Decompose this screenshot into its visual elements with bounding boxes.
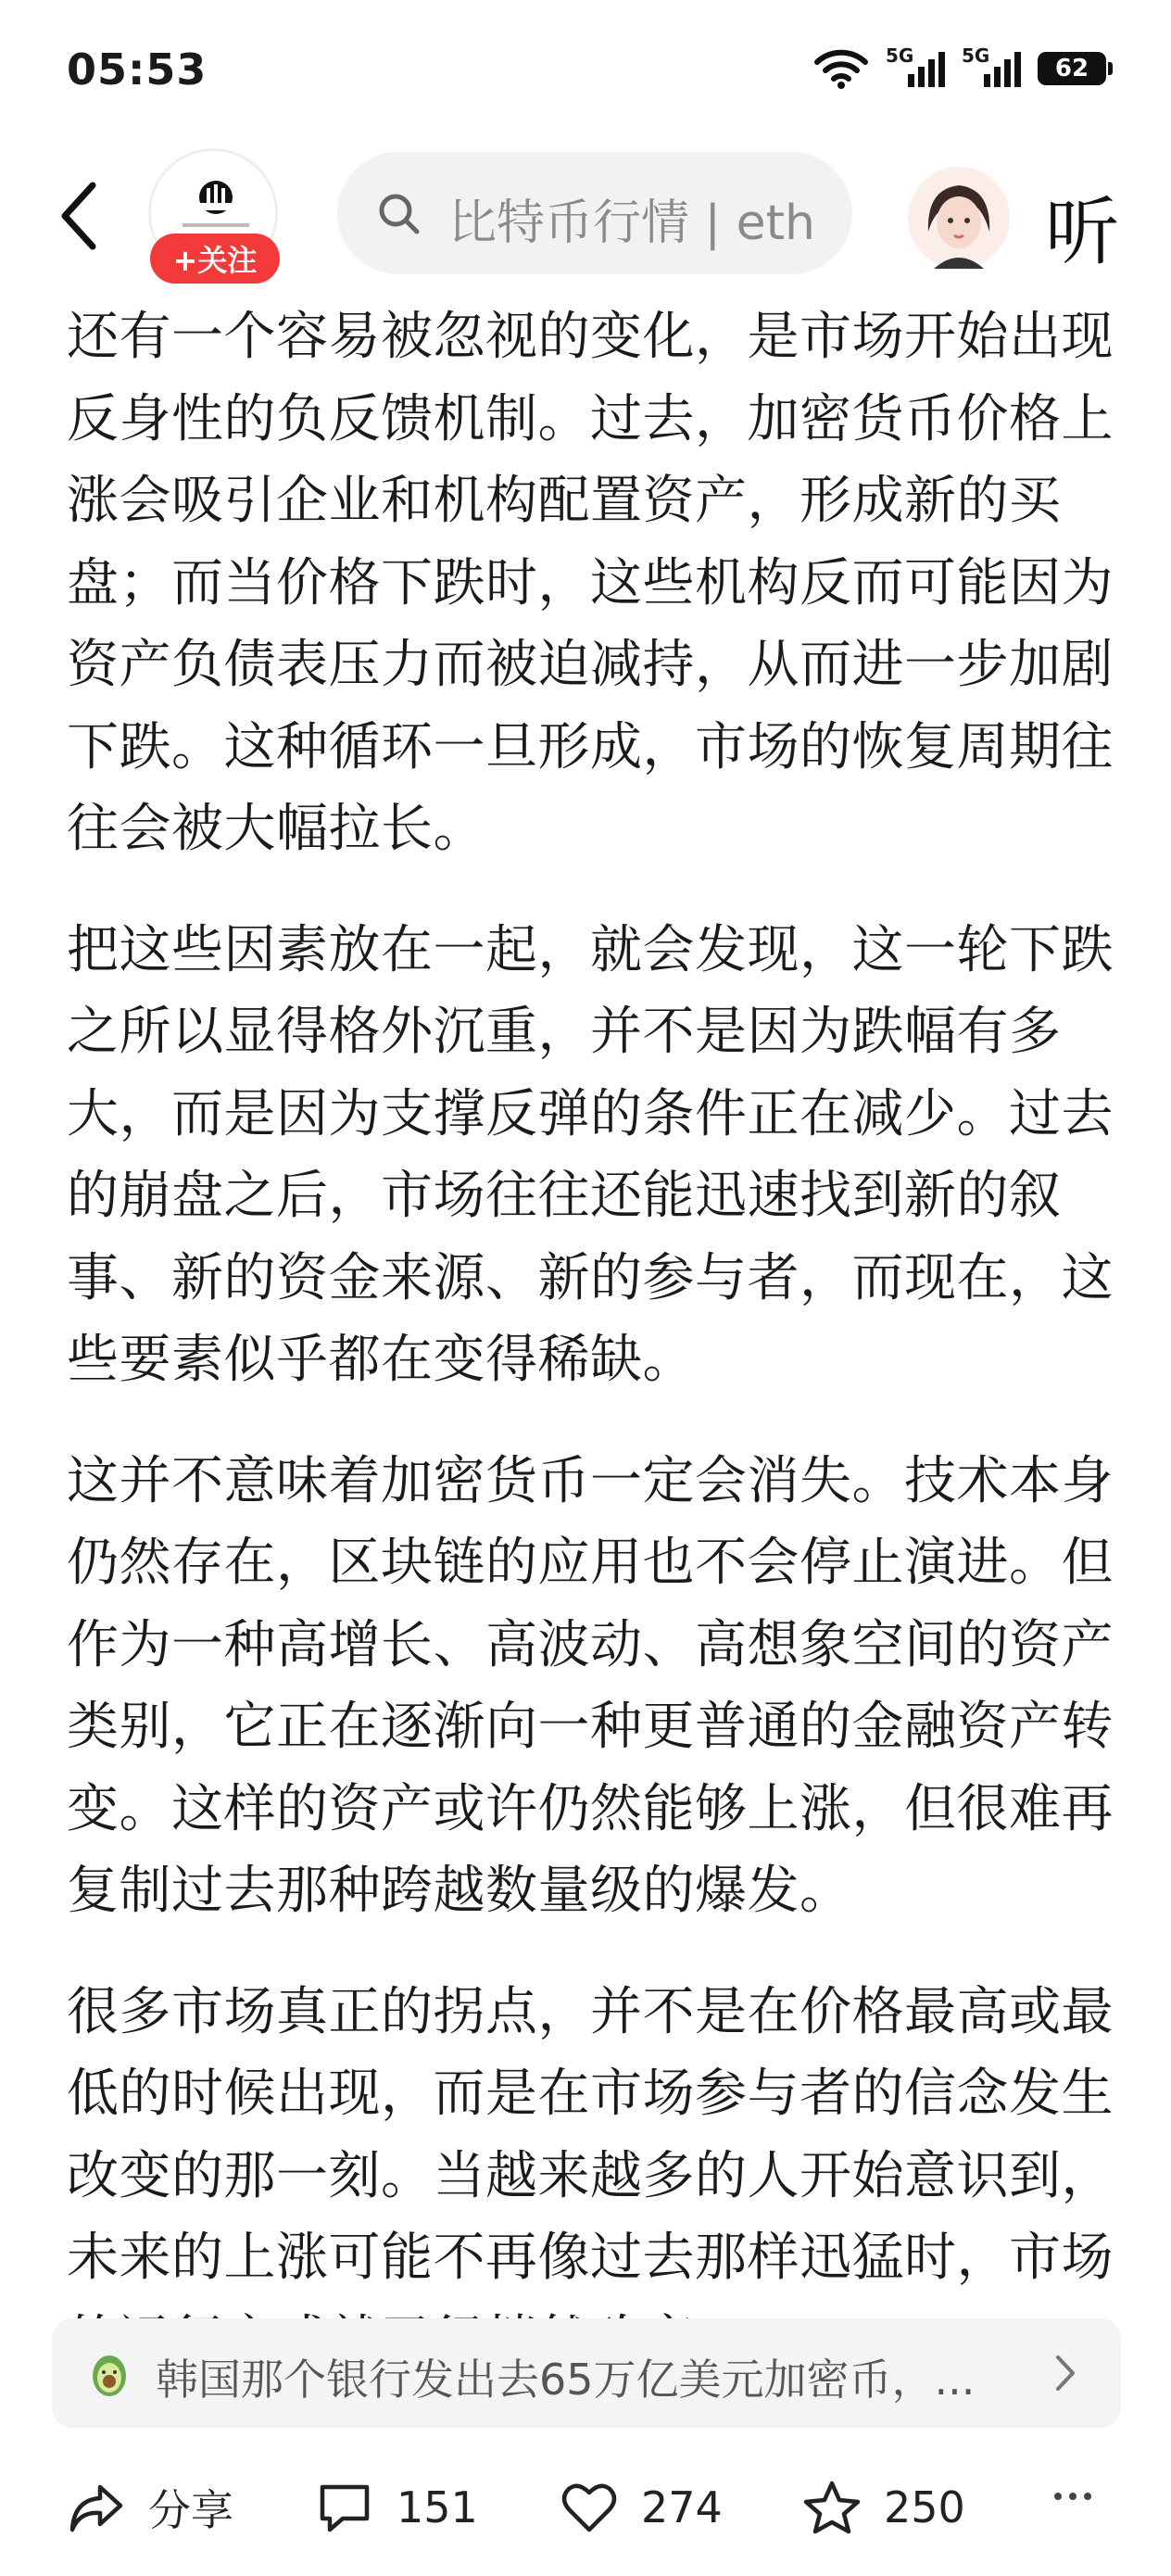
article-paragraph: 把这些因素放在一起，就会发现，这一轮下跌之所以显得格外沉重，并不是因为跌幅有多大，而是因为支撑反弹的条件正在减少。过去的崩盘之后，市场往往还能迅速找到新的叙事、新的资金来源、新的参与者，而现在，这些要素似乎都在变得稀缺。	[67, 919, 1114, 1390]
author-avatar[interactable]	[148, 148, 287, 287]
battery-level: 62	[1054, 55, 1089, 82]
listen-host-avatar[interactable]	[908, 167, 1010, 269]
back-arrow-icon[interactable]	[52, 174, 107, 258]
star-icon	[802, 2480, 862, 2535]
share-label: 分享	[148, 2485, 233, 2535]
related-topic-text: 韩国那个银行发出去65万亿美元加密币，...	[156, 2355, 976, 2405]
network-type-label: 5G	[886, 44, 914, 67]
cellular-signal-icon-2	[962, 44, 1021, 93]
status-bar	[0, 0, 1171, 139]
share-icon	[67, 2480, 126, 2535]
comment-count: 151	[397, 2482, 478, 2532]
related-topic-bar[interactable]	[52, 2318, 1121, 2428]
comment-icon	[315, 2480, 374, 2535]
search-bar[interactable]	[337, 152, 852, 274]
listen-button[interactable]: 听	[1045, 189, 1119, 275]
cellular-signal-icon	[886, 44, 945, 93]
status-time: 05:53	[67, 44, 208, 95]
search-icon	[376, 191, 422, 237]
like-count: 274	[641, 2482, 723, 2532]
article-paragraph: 还有一个容易被忽视的变化，是市场开始出现反身性的负反馈机制。过去，加密货币价格上涨会吸引企业和机构配置资产，形成新的买盘；而当价格下跌时，这些机构反而可能因为资产负债表压力而被迫减持，从而进一步加剧下跌。这种循环一旦形成，市场的恢复周期往往会被大幅拉长。	[67, 307, 1114, 859]
article-body	[67, 297, 1114, 2298]
favorite-count: 250	[884, 2482, 965, 2532]
follow-label: +关注	[172, 243, 258, 278]
battery-icon	[1038, 52, 1106, 85]
search-placeholder: 比特币行情 | eth	[448, 196, 815, 251]
status-icons	[813, 41, 1106, 96]
more-options-icon[interactable]	[1054, 2493, 1091, 2500]
top-nav	[0, 139, 1171, 297]
favorite-button[interactable]	[802, 2478, 965, 2537]
comment-button[interactable]	[315, 2478, 478, 2537]
wifi-icon	[813, 47, 869, 90]
like-button[interactable]	[560, 2478, 723, 2537]
article-paragraph: 很多市场真正的拐点，并不是在价格最高或最低的时候出现，而是在市场参与者的信念发生改变的那一刻。当越来越多的人开始意识到，未来的上涨可能不再像过去那样迅猛时，市场	[67, 1981, 1114, 2288]
heart-icon	[560, 2480, 619, 2535]
avocado-icon	[85, 2350, 133, 2398]
article-paragraph: 这并不意味着加密货币一定会消失。技术本身仍然存在，区块链的应用也不会停止演进。但作为一种高增长、高波动、高想象空间的资产类别，它正在逐渐向一种更普通的金融资产转变。这样的资产或许仍然能够上涨，但很难再复制过去那种跨越数量级的爆发。	[67, 1450, 1114, 1921]
follow-button[interactable]	[150, 234, 280, 284]
chevron-right-icon	[1047, 2346, 1084, 2400]
network-type-label-2: 5G	[962, 44, 990, 67]
share-button[interactable]	[67, 2478, 233, 2537]
bottom-action-bar	[0, 2437, 1171, 2576]
